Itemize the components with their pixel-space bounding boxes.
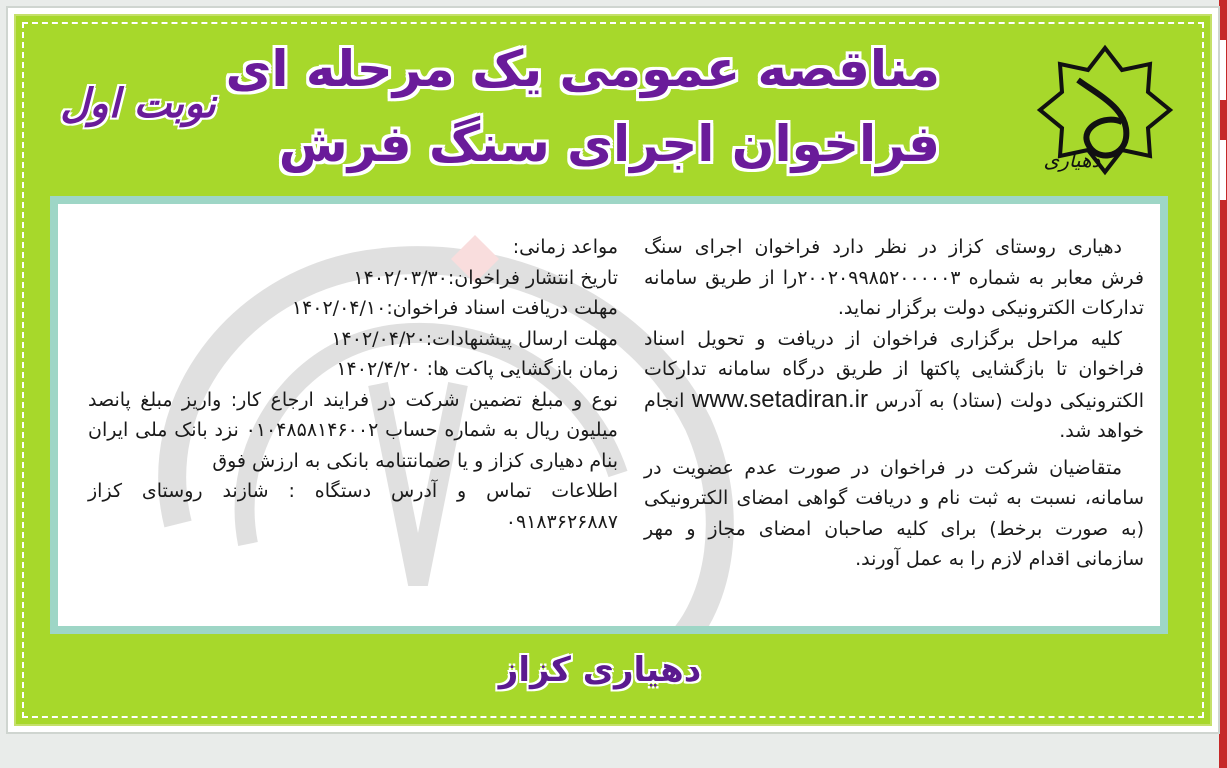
tender-intro-paragraph: دهیاری روستای کزاز در نظر دارد فراخوان اجرای سنگ فرش معابر به شماره ۲۰۰۲۰۹۹۸۵۲۰۰۰۰۰۳را از طریق سامانه تدارکات الکترونیکی دولت برگزار نماید. bbox=[644, 236, 1145, 319]
setadiran-link[interactable]: www.setadiran.ir bbox=[691, 385, 868, 413]
process-text-end: انجام خواهد شد. bbox=[644, 389, 1144, 442]
registration-paragraph: متقاضیان شرکت در فراخوان در صورت عدم عضویت در سامانه، نسبت به ثبت نام و دریافت گواهی امضای الکترونیکی (به صورت برخط) برای کلیه صاحبان امضای مجاز و مهر سازمانی اقدام لازم را به عمل آورند. bbox=[644, 456, 1144, 570]
submission-deadline: مهلت ارسال پیشنهادات:۱۴۰۲/۰۴/۲۰ bbox=[331, 327, 618, 350]
guarantee-info: نوع و مبلغ تضمین شرکت در فرایند ارجاع کار: واریز مبلغ پانصد میلیون ریال به شماره حساب ۰۱۰۴۸۵۸۱۴۶۰۰۲ نزد بانک ملی ایران بنام دهیاری کزاز و یا ضمانتنامه بانکی به ارزش فوق bbox=[88, 388, 618, 472]
logo-caption: دهیاری bbox=[1043, 148, 1101, 172]
tender-description-column bbox=[644, 232, 1144, 575]
page-title: مناقصه عمومی یک مرحله ای bbox=[225, 40, 940, 98]
documents-deadline: مهلت دریافت اسناد فراخوان:۱۴۰۲/۰۴/۱۰ bbox=[291, 297, 618, 319]
tender-process-paragraph bbox=[644, 324, 1144, 447]
notice-round-badge: نوبت اول bbox=[60, 80, 216, 127]
schedule-heading: مواعد زمانی: bbox=[512, 236, 618, 258]
page-subtitle: فراخوان اجرای سنگ فرش bbox=[278, 115, 940, 173]
page-edge-strip bbox=[1219, 0, 1227, 768]
contact-info: اطلاعات تماس و آدرس دستگاه : شازند روستای کزاز ۰۹۱۸۳۶۲۶۸۸۷ bbox=[88, 480, 618, 533]
issuer-name: دهیاری کزاز bbox=[498, 650, 702, 690]
opening-date: زمان بازگشایی پاکت ها: ۱۴۰۲/۴/۲۰ bbox=[336, 358, 618, 380]
tender-schedule-column bbox=[88, 232, 618, 537]
publish-date: تاریخ انتشار فراخوان:۱۴۰۲/۰۳/۳۰ bbox=[353, 266, 618, 289]
strip-hole bbox=[1220, 40, 1226, 100]
announcement-body bbox=[50, 196, 1168, 634]
strip-hole bbox=[1220, 140, 1226, 200]
process-text: کلیه مراحل برگزاری فراخوان از دریافت و تحویل اسناد فراخوان تا بازگشایی پاکتها از طریق درگاه سامانه تدارکات الکترونیکی دولت (ستاد) به آدرس bbox=[644, 327, 1145, 412]
